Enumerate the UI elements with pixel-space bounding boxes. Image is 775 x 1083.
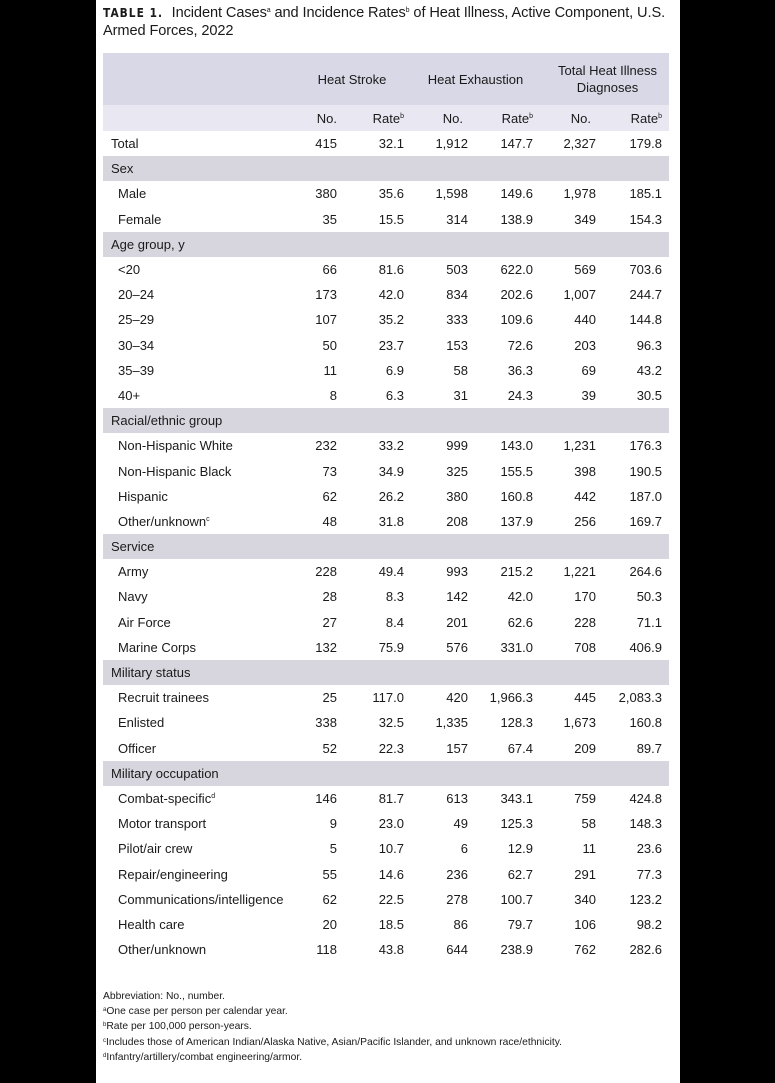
cell-value: 98.2 [636, 916, 662, 932]
cell-value: 1,673 [563, 715, 596, 731]
cell-value: 9 [329, 816, 337, 832]
cell-value: 340 [574, 891, 596, 907]
table-row [103, 333, 669, 358]
cell-value: 398 [574, 463, 596, 479]
cell-value: 6.3 [385, 387, 404, 403]
cell-value: 62 [322, 891, 337, 907]
cell-value: 142 [446, 589, 468, 605]
row-label: Other/unknown$^c$ [118, 513, 210, 529]
cell-value: 36.3 [507, 362, 533, 378]
cell-value: 415 [315, 136, 337, 152]
cell-value: 52 [322, 740, 337, 756]
table-row [103, 458, 669, 483]
cell-value: 23.0 [378, 816, 404, 832]
table-row [103, 736, 669, 761]
cell-value: 20 [322, 916, 337, 932]
table-row [103, 710, 669, 735]
section-header-row [103, 232, 669, 257]
cell-value: 762 [574, 942, 596, 958]
cell-value: 2,083.3 [618, 690, 662, 706]
cell-value: 185.1 [629, 186, 662, 202]
row-label: 40+ [118, 387, 141, 403]
cell-value: 314 [446, 211, 468, 227]
table-row [103, 257, 669, 282]
table-row [103, 181, 669, 206]
table-row [103, 484, 669, 509]
cell-value: 203 [574, 337, 596, 353]
row-label: Pilot/air crew [118, 841, 193, 857]
cell-value: 440 [574, 312, 596, 328]
cell-value: 143.0 [500, 438, 533, 454]
row-label: Male [118, 186, 147, 202]
table-row [103, 861, 669, 886]
cell-value: 43.8 [378, 942, 404, 958]
cell-value: 42.0 [378, 287, 404, 303]
cell-value: 35 [322, 211, 337, 227]
cell-value: 703.6 [629, 262, 662, 278]
cell-value: 264.6 [629, 564, 662, 580]
cell-value: 71.1 [636, 614, 662, 630]
table-row [103, 811, 669, 836]
table-row [103, 207, 669, 232]
section-header-row [103, 534, 669, 559]
cell-value: 190.5 [629, 463, 662, 479]
cell-value: 28 [322, 589, 337, 605]
section-title: Racial/ethnic group [103, 408, 669, 433]
sub-header-row [103, 105, 669, 131]
cell-value: 81.7 [378, 790, 404, 806]
cell-value: 8.3 [385, 589, 404, 605]
table-title: TABLE 1. Incident Cases$^a$ and Incidence Rates$^b$ of Heat Illness, Active Component, U.S. Armed Forces, 2022 [103, 5, 666, 39]
col-header-no: No. [540, 105, 603, 131]
col-header-rate: Rate$^b$ [344, 105, 411, 131]
cell-value: 77.3 [636, 866, 662, 882]
cell-value: 15.5 [378, 211, 404, 227]
row-label: 35–39 [118, 362, 155, 378]
cell-value: 8.4 [385, 614, 404, 630]
footnote: $^b$Rate per 100,000 person-years. [103, 1021, 252, 1033]
cell-value: 35.6 [378, 186, 404, 202]
cell-value: 75.9 [378, 639, 404, 655]
cell-value: 215.2 [500, 564, 533, 580]
cell-value: 35.2 [378, 312, 404, 328]
cell-value: 173 [315, 287, 337, 303]
cell-value: 132 [315, 639, 337, 655]
row-label: Non-Hispanic Black [118, 463, 232, 479]
cell-value: 11 [323, 362, 337, 378]
cell-value: 26.2 [378, 488, 404, 504]
cell-value: 148.3 [629, 816, 662, 832]
section-header-row [103, 156, 669, 181]
cell-value: 32.1 [378, 136, 404, 152]
cell-value: 503 [446, 262, 468, 278]
table-row [103, 559, 669, 584]
cell-value: 201 [446, 614, 468, 630]
cell-value: 157 [446, 740, 468, 756]
row-label: 20–24 [118, 287, 155, 303]
cell-value: 333 [446, 312, 468, 328]
cell-value: 14.6 [378, 866, 404, 882]
table-row [103, 635, 669, 660]
footnote-mark: d [103, 1052, 107, 1059]
cell-value: 644 [446, 942, 468, 958]
footnote: $^c$Includes those of American Indian/Alaska Native, Asian/Pacific Islander, and unknown race/ethnicity. [103, 1036, 562, 1048]
cell-value: 62.7 [507, 866, 533, 882]
cell-value: 155.5 [500, 463, 533, 479]
footnote-mark: b [103, 1022, 107, 1029]
cell-value: 160.8 [629, 715, 662, 731]
cell-value: 208 [446, 513, 468, 529]
cell-value: 325 [446, 463, 468, 479]
cell-value: 569 [574, 262, 596, 278]
cell-value: 107 [315, 312, 337, 328]
cell-value: 58 [581, 816, 596, 832]
cell-value: 576 [446, 639, 468, 655]
cell-value: 137.9 [500, 513, 533, 529]
cell-value: 42.0 [507, 589, 533, 605]
row-label: Communications/intelligence [118, 891, 284, 907]
row-label: Navy [118, 589, 148, 605]
row-label: Female [118, 211, 162, 227]
cell-value: 149.6 [500, 186, 533, 202]
cell-value: 106 [574, 916, 596, 932]
cell-value: 380 [446, 488, 468, 504]
cell-value: 153 [446, 337, 468, 353]
cell-value: 49 [453, 816, 468, 832]
cell-value: 31 [453, 387, 468, 403]
cell-value: 187.0 [629, 488, 662, 504]
cell-value: 10.7 [378, 841, 404, 857]
section-header-row [103, 660, 669, 685]
row-label: Repair/engineering [118, 866, 228, 882]
heat-illness-table [103, 53, 669, 962]
cell-value: 32.5 [378, 715, 404, 731]
cell-value: 424.8 [629, 790, 662, 806]
cell-value: 202.6 [500, 287, 533, 303]
cell-value: 154.3 [629, 211, 662, 227]
section-title: Service [103, 534, 669, 559]
table-row [103, 836, 669, 861]
table-body [103, 131, 669, 962]
cell-value: 43.2 [636, 362, 662, 378]
col-header-no: No. [411, 105, 475, 131]
cell-value: 24.3 [507, 387, 533, 403]
section-title: Sex [103, 156, 669, 181]
cell-value: 256 [574, 513, 596, 529]
cell-value: 445 [574, 690, 596, 706]
section-header-row [103, 408, 669, 433]
cell-value: 179.8 [629, 136, 662, 152]
table-row [103, 282, 669, 307]
cell-value: 759 [574, 790, 596, 806]
table-row [103, 912, 669, 937]
cell-value: 834 [446, 287, 468, 303]
col-header-rate: Rate$^b$ [475, 105, 540, 131]
cell-value: 993 [446, 564, 468, 580]
cell-value: 39 [581, 387, 596, 403]
cell-value: 25 [322, 690, 337, 706]
cell-value: 282.6 [629, 942, 662, 958]
cell-value: 62 [322, 488, 337, 504]
cell-value: 1,598 [435, 186, 468, 202]
cell-value: 343.1 [500, 790, 533, 806]
cell-value: 62.6 [507, 614, 533, 630]
row-label: Other/unknown [118, 942, 207, 958]
col-header-rate: Rate$^b$ [603, 105, 669, 131]
table-row [103, 887, 669, 912]
cell-value: 12.9 [507, 841, 533, 857]
group-header-row [103, 53, 669, 105]
row-label: Motor transport [118, 816, 207, 832]
cell-value: 73 [322, 463, 337, 479]
cell-value: 89.7 [636, 740, 662, 756]
row-label: Hispanic [118, 488, 168, 504]
group-header-heat-exhaustion: Heat Exhaustion [411, 53, 540, 105]
cell-value: 48 [322, 513, 337, 529]
group-header-heat-stroke: Heat Stroke [293, 53, 411, 105]
row-label: <20 [118, 262, 141, 278]
cell-value: 613 [446, 790, 468, 806]
cell-value: 1,007 [563, 287, 596, 303]
cell-value: 1,978 [563, 186, 596, 202]
cell-value: 380 [315, 186, 337, 202]
cell-value: 118 [316, 942, 337, 958]
cell-value: 1,335 [435, 715, 468, 731]
cell-value: 236 [446, 866, 468, 882]
section-title: Age group, y [103, 232, 669, 257]
row-label: Health care [118, 916, 185, 932]
cell-value: 30.5 [636, 387, 662, 403]
cell-value: 291 [574, 866, 596, 882]
cell-value: 23.6 [636, 841, 662, 857]
stub-header [103, 53, 293, 105]
cell-value: 1,231 [563, 438, 596, 454]
cell-value: 138.9 [500, 211, 533, 227]
table-row [103, 307, 669, 332]
document-page [96, 0, 680, 1083]
cell-value: 23.7 [378, 337, 404, 353]
cell-value: 406.9 [629, 639, 662, 655]
cell-value: 67.4 [507, 740, 533, 756]
table-row [103, 937, 669, 962]
row-label: 30–34 [118, 337, 155, 353]
cell-value: 18.5 [378, 916, 404, 932]
cell-value: 622.0 [500, 262, 533, 278]
cell-value: 109.6 [500, 312, 533, 328]
cell-value: 72.6 [507, 337, 533, 353]
row-label: Combat-specific$^d$ [118, 790, 216, 806]
footnote: $^d$Infantry/artillery/combat engineering/armor. [103, 1051, 303, 1063]
cell-value: 708 [574, 639, 596, 655]
table-number: TABLE 1. [103, 5, 164, 20]
cell-value: 349 [574, 211, 596, 227]
cell-value: 6.9 [385, 362, 404, 378]
cell-value: 34.9 [378, 463, 404, 479]
cell-value: 146 [315, 790, 337, 806]
cell-value: 27 [322, 614, 337, 630]
cell-value: 2,327 [563, 136, 596, 152]
footnote-mark: c [206, 515, 210, 523]
table-row [103, 433, 669, 458]
footnote: $^a$One case per person per calendar year. [103, 1006, 288, 1018]
cell-value: 96.3 [636, 337, 662, 353]
cell-value: 50 [322, 337, 337, 353]
cell-value: 278 [446, 891, 468, 907]
cell-value: 33.2 [378, 438, 404, 454]
cell-value: 81.6 [378, 262, 404, 278]
footnote-mark: d [211, 792, 216, 800]
row-label: Non-Hispanic White [118, 438, 233, 454]
cell-value: 123.2 [629, 891, 662, 907]
table-row [103, 584, 669, 609]
cell-value: 170 [574, 589, 596, 605]
footnote-mark-a: a [266, 7, 271, 14]
footnote-mark: a [103, 1007, 107, 1014]
cell-value: 22.3 [378, 740, 404, 756]
row-label: Officer [118, 740, 157, 756]
cell-value: 69 [581, 362, 596, 378]
table-row [103, 685, 669, 710]
footnote-mark: c [103, 1037, 106, 1044]
cell-value: 160.8 [500, 488, 533, 504]
table-row [103, 358, 669, 383]
cell-value: 5 [329, 841, 337, 857]
cell-value: 49.4 [378, 564, 404, 580]
group-header-total: Total Heat Illness Diagnoses [540, 53, 669, 105]
cell-value: 420 [446, 690, 468, 706]
total-row [103, 131, 669, 156]
table-row [103, 786, 669, 811]
cell-value: 1,221 [563, 564, 596, 580]
cell-value: 128.3 [500, 715, 533, 731]
cell-value: 147.7 [500, 136, 533, 152]
cell-value: 66 [322, 262, 337, 278]
table-row [103, 610, 669, 635]
row-label: 25–29 [118, 312, 155, 328]
cell-value: 209 [574, 740, 596, 756]
cell-value: 58 [453, 362, 468, 378]
cell-value: 999 [446, 438, 468, 454]
cell-value: 8 [329, 387, 337, 403]
table-row [103, 509, 669, 534]
cell-value: 22.5 [378, 891, 404, 907]
section-title: Military occupation [103, 761, 669, 786]
row-label: Army [118, 564, 149, 580]
footnote-mark-b: b [405, 7, 410, 14]
row-label: Air Force [118, 614, 171, 630]
cell-value: 11 [582, 841, 596, 857]
row-label: Marine Corps [118, 639, 197, 655]
cell-value: 338 [315, 715, 337, 731]
row-label: Total [111, 136, 139, 152]
col-header-no: No. [293, 105, 344, 131]
cell-value: 238.9 [500, 942, 533, 958]
cell-value: 144.8 [629, 312, 662, 328]
cell-value: 100.7 [500, 891, 533, 907]
row-label: Enlisted [118, 715, 165, 731]
cell-value: 228 [315, 564, 337, 580]
cell-value: 1,912 [435, 136, 468, 152]
cell-value: 117.0 [372, 690, 404, 706]
table-row [103, 383, 669, 408]
cell-value: 6 [460, 841, 468, 857]
cell-value: 228 [574, 614, 596, 630]
table-footnotes [103, 989, 678, 1065]
cell-value: 244.7 [629, 287, 662, 303]
cell-value: 55 [322, 866, 337, 882]
cell-value: 232 [315, 438, 337, 454]
cell-value: 442 [574, 488, 596, 504]
cell-value: 1,966.3 [489, 690, 533, 706]
cell-value: 176.3 [629, 438, 662, 454]
section-title: Military status [103, 660, 669, 685]
cell-value: 79.7 [507, 916, 533, 932]
footnote: Abbreviation: No., number. [103, 991, 225, 1002]
cell-value: 169.7 [629, 513, 662, 529]
cell-value: 31.8 [378, 513, 404, 529]
cell-value: 331.0 [500, 639, 533, 655]
cell-value: 50.3 [636, 589, 662, 605]
cell-value: 125.3 [500, 816, 533, 832]
cell-value: 86 [453, 916, 468, 932]
section-header-row [103, 761, 669, 786]
row-label: Recruit trainees [118, 690, 210, 706]
